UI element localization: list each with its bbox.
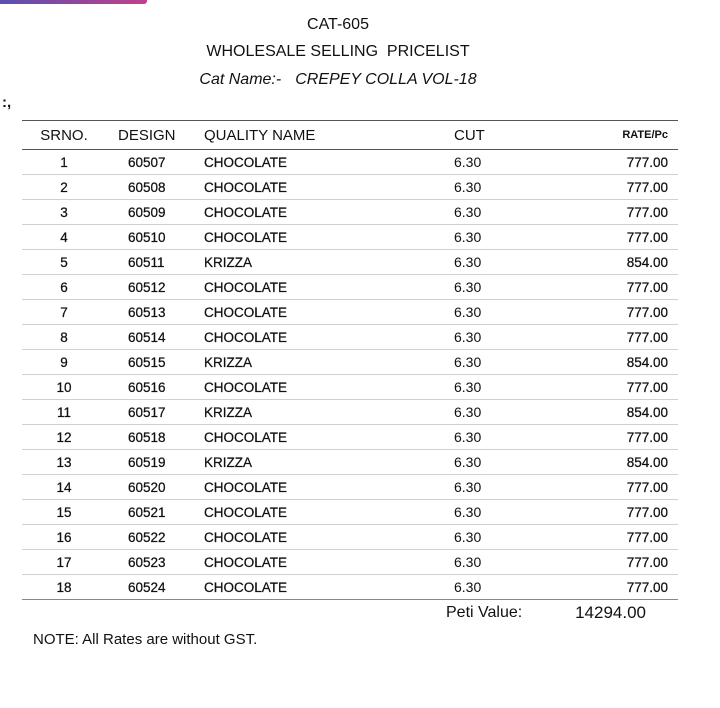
cell-srno: 2 bbox=[22, 175, 118, 200]
table-row bbox=[22, 450, 678, 475]
cell-srno: 17 bbox=[22, 550, 118, 575]
table-row bbox=[22, 250, 678, 275]
cell-srno: 3 bbox=[22, 200, 118, 225]
cell-design: 60510 bbox=[118, 225, 204, 250]
cell-cut: 6.30 bbox=[454, 450, 564, 475]
cell-quality-name: CHOCOLATE bbox=[204, 375, 454, 400]
cell-srno: 6 bbox=[22, 275, 118, 300]
cell-srno: 10 bbox=[22, 375, 118, 400]
cell-design: 60507 bbox=[118, 150, 204, 175]
table-row bbox=[22, 425, 678, 450]
cell-quality-name: CHOCOLATE bbox=[204, 500, 454, 525]
cell-rate: 777.00 bbox=[564, 425, 678, 450]
cell-cut: 6.30 bbox=[454, 250, 564, 275]
cell-rate: 777.00 bbox=[564, 575, 678, 600]
table-row bbox=[22, 575, 678, 600]
cell-design: 60511 bbox=[118, 250, 204, 275]
cell-cut: 6.30 bbox=[454, 525, 564, 550]
cell-rate: 854.00 bbox=[564, 450, 678, 475]
catalog-name-label: Cat Name:- bbox=[199, 71, 282, 88]
cell-cut: 6.30 bbox=[454, 275, 564, 300]
cell-srno: 13 bbox=[22, 450, 118, 475]
cell-rate: 777.00 bbox=[564, 325, 678, 350]
catalog-name-line bbox=[0, 71, 676, 89]
cell-cut: 6.30 bbox=[454, 550, 564, 575]
table-row bbox=[22, 400, 678, 425]
table-row bbox=[22, 500, 678, 525]
table-row bbox=[22, 525, 678, 550]
table-body bbox=[22, 150, 678, 600]
cell-quality-name: CHOCOLATE bbox=[204, 150, 454, 175]
cell-cut: 6.30 bbox=[454, 175, 564, 200]
cell-quality-name: CHOCOLATE bbox=[204, 575, 454, 600]
table-row bbox=[22, 375, 678, 400]
table-row bbox=[22, 175, 678, 200]
cell-design: 60522 bbox=[118, 525, 204, 550]
col-header-cut: CUT bbox=[454, 121, 564, 150]
cell-rate: 854.00 bbox=[564, 350, 678, 375]
table-row bbox=[22, 150, 678, 175]
cell-cut: 6.30 bbox=[454, 350, 564, 375]
cell-rate: 777.00 bbox=[564, 150, 678, 175]
cell-quality-name: KRIZZA bbox=[204, 400, 454, 425]
cell-srno: 8 bbox=[22, 325, 118, 350]
cell-cut: 6.30 bbox=[454, 325, 564, 350]
cell-rate: 854.00 bbox=[564, 400, 678, 425]
cell-quality-name: CHOCOLATE bbox=[204, 475, 454, 500]
cell-design: 60515 bbox=[118, 350, 204, 375]
table-header-row bbox=[22, 121, 678, 150]
cell-quality-name: KRIZZA bbox=[204, 450, 454, 475]
cell-cut: 6.30 bbox=[454, 200, 564, 225]
price-table bbox=[22, 120, 678, 600]
cell-design: 60508 bbox=[118, 175, 204, 200]
stray-mark: :, bbox=[2, 94, 12, 111]
cell-rate: 777.00 bbox=[564, 225, 678, 250]
table-row bbox=[22, 475, 678, 500]
cell-srno: 1 bbox=[22, 150, 118, 175]
cell-srno: 9 bbox=[22, 350, 118, 375]
table-row bbox=[22, 350, 678, 375]
cell-srno: 4 bbox=[22, 225, 118, 250]
col-header-quality-name: QUALITY NAME bbox=[204, 121, 454, 150]
cell-design: 60509 bbox=[118, 200, 204, 225]
table-row bbox=[22, 550, 678, 575]
cell-quality-name: CHOCOLATE bbox=[204, 200, 454, 225]
catalog-code: CAT-605 bbox=[307, 16, 369, 33]
cell-rate: 777.00 bbox=[564, 525, 678, 550]
cell-cut: 6.30 bbox=[454, 475, 564, 500]
cell-srno: 7 bbox=[22, 300, 118, 325]
catalog-name-value: CREPEY COLLA VOL-18 bbox=[295, 71, 477, 88]
col-header-design: DESIGN bbox=[118, 121, 204, 150]
cell-srno: 11 bbox=[22, 400, 118, 425]
cell-cut: 6.30 bbox=[454, 375, 564, 400]
top-accent-bar bbox=[0, 0, 147, 4]
cell-cut: 6.30 bbox=[454, 500, 564, 525]
cell-design: 60517 bbox=[118, 400, 204, 425]
cell-srno: 12 bbox=[22, 425, 118, 450]
cell-rate: 854.00 bbox=[564, 250, 678, 275]
cell-design: 60514 bbox=[118, 325, 204, 350]
table-row bbox=[22, 325, 678, 350]
cell-design: 60512 bbox=[118, 275, 204, 300]
cell-design: 60513 bbox=[118, 300, 204, 325]
cell-rate: 777.00 bbox=[564, 375, 678, 400]
cell-cut: 6.30 bbox=[454, 225, 564, 250]
peti-value-label: Peti Value: bbox=[446, 604, 523, 621]
cell-cut: 6.30 bbox=[454, 575, 564, 600]
cell-rate: 777.00 bbox=[564, 300, 678, 325]
table-row bbox=[22, 275, 678, 300]
cell-srno: 16 bbox=[22, 525, 118, 550]
cell-quality-name: CHOCOLATE bbox=[204, 325, 454, 350]
cell-rate: 777.00 bbox=[564, 275, 678, 300]
table-row bbox=[22, 300, 678, 325]
col-header-srno: SRNO. bbox=[22, 121, 118, 150]
table-row bbox=[22, 200, 678, 225]
cell-quality-name: KRIZZA bbox=[204, 250, 454, 275]
cell-quality-name: CHOCOLATE bbox=[204, 425, 454, 450]
cell-design: 60518 bbox=[118, 425, 204, 450]
cell-srno: 5 bbox=[22, 250, 118, 275]
cell-quality-name: CHOCOLATE bbox=[204, 300, 454, 325]
cell-quality-name: CHOCOLATE bbox=[204, 550, 454, 575]
cell-cut: 6.30 bbox=[454, 300, 564, 325]
cell-design: 60524 bbox=[118, 575, 204, 600]
pricelist-title-text: WHOLESALE SELLING PRICELIST bbox=[206, 43, 470, 60]
peti-value-amount: 14294.00 bbox=[575, 603, 646, 622]
cell-srno: 14 bbox=[22, 475, 118, 500]
cell-quality-name: CHOCOLATE bbox=[204, 175, 454, 200]
cell-rate: 777.00 bbox=[564, 200, 678, 225]
cell-cut: 6.30 bbox=[454, 425, 564, 450]
cell-rate: 777.00 bbox=[564, 175, 678, 200]
cell-quality-name: KRIZZA bbox=[204, 350, 454, 375]
table-row bbox=[22, 225, 678, 250]
cell-quality-name: CHOCOLATE bbox=[204, 225, 454, 250]
cell-rate: 777.00 bbox=[564, 550, 678, 575]
cell-cut: 6.30 bbox=[454, 150, 564, 175]
cell-design: 60519 bbox=[118, 450, 204, 475]
gst-note: NOTE: All Rates are without GST. bbox=[33, 631, 258, 648]
cell-cut: 6.30 bbox=[454, 400, 564, 425]
cell-rate: 777.00 bbox=[564, 475, 678, 500]
cell-design: 60516 bbox=[118, 375, 204, 400]
cell-design: 60521 bbox=[118, 500, 204, 525]
cell-srno: 18 bbox=[22, 575, 118, 600]
cell-srno: 15 bbox=[22, 500, 118, 525]
cell-quality-name: CHOCOLATE bbox=[204, 525, 454, 550]
cell-design: 60523 bbox=[118, 550, 204, 575]
col-header-rate: RATE/Pc bbox=[564, 121, 678, 150]
pricelist-title bbox=[0, 43, 676, 61]
cell-quality-name: CHOCOLATE bbox=[204, 275, 454, 300]
cell-rate: 777.00 bbox=[564, 500, 678, 525]
cell-design: 60520 bbox=[118, 475, 204, 500]
